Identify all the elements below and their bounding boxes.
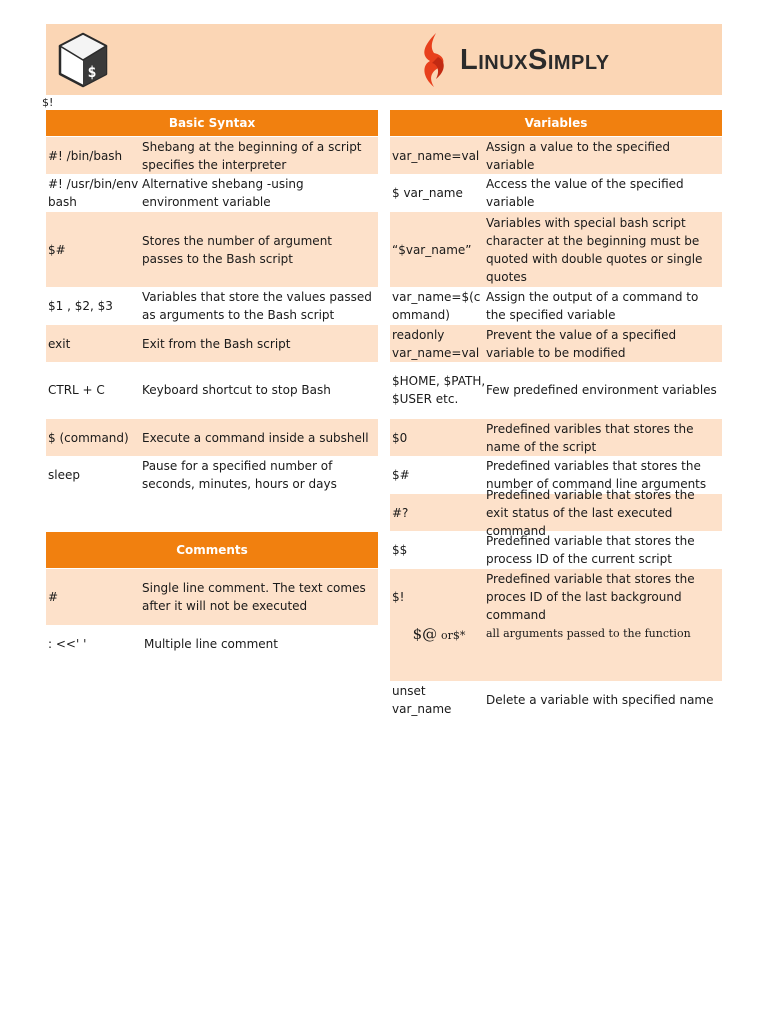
description-cell: Few predefined environment variables xyxy=(486,383,717,397)
description-cell: Multiple line comment xyxy=(144,636,278,651)
description-cell: Execute a command inside a subshell xyxy=(142,430,369,445)
description-cell: Variables with special bash script character at the beginning must be quoted with double quotes or single quotes xyxy=(486,215,703,284)
bash-terminal-icon xyxy=(56,32,110,88)
table-row xyxy=(46,569,378,625)
command-cell: $0 xyxy=(392,430,408,445)
command-cell: # xyxy=(48,590,59,604)
table-row xyxy=(390,362,722,418)
description-cell: Assign the output of a command to the specified variable xyxy=(486,289,699,322)
command-cell: $ var_name xyxy=(392,185,463,200)
table-row xyxy=(46,362,378,418)
command-main: $@ xyxy=(412,625,438,643)
description-cell: Access the value of the specified variable xyxy=(486,176,684,209)
command-cell: var_name=val xyxy=(392,148,480,163)
description-cell: Keyboard shortcut to stop Bash xyxy=(142,383,331,397)
table-row xyxy=(390,287,722,324)
description-cell: Exit from the Bash script xyxy=(142,336,291,351)
command-cell: #! /bin/bash xyxy=(48,148,123,163)
command-cell: sleep xyxy=(48,467,80,482)
brand-name: LinuxSimply xyxy=(460,44,610,76)
command-cell: “$var_name” xyxy=(392,242,472,257)
description-cell: Prevent the value of a specified variable to be modified xyxy=(486,327,677,360)
table-row xyxy=(46,287,378,324)
bash-logo-symbol: $ xyxy=(87,63,97,81)
table-row xyxy=(46,212,378,287)
command-cell: $# xyxy=(392,467,410,482)
command-suffix: or$* xyxy=(440,629,466,642)
command-cell: $! xyxy=(392,590,405,604)
table-row xyxy=(46,625,378,662)
header-banner xyxy=(46,24,722,95)
command-cell: $ (command) xyxy=(48,430,129,445)
command-cell: $HOME, $PATH, $USER etc. xyxy=(392,374,486,406)
command-cell: #? xyxy=(392,505,409,520)
table-row xyxy=(390,174,722,211)
description-cell: Predefined variable that stores the proces ID of the last background command xyxy=(486,572,695,622)
table-row xyxy=(390,487,722,538)
table-row xyxy=(390,325,722,362)
table-row xyxy=(390,625,722,681)
description-cell: Delete a variable with specified name xyxy=(486,692,714,707)
description-cell: Predefined variables that stores the number of command line arguments xyxy=(486,458,707,491)
table-row xyxy=(390,137,722,174)
table-row xyxy=(390,569,722,625)
description-cell: Predefined varibles that stores the name of the script xyxy=(486,421,694,454)
table-row xyxy=(390,212,722,287)
command-cell: : <<' ' xyxy=(48,636,87,651)
basic-syntax-header: Basic Syntax xyxy=(46,110,378,136)
description-cell: Shebang at the beginning of a script specifies the interpreter xyxy=(142,139,362,172)
linuxsimply-flame-icon xyxy=(416,31,452,89)
stray-text: $! xyxy=(42,96,54,109)
command-cell: unset var_name xyxy=(392,683,452,716)
table-row xyxy=(46,325,378,362)
command-cell xyxy=(390,625,486,645)
table-row xyxy=(390,419,722,456)
description-cell: Single line comment. The text comes after it will not be executed xyxy=(142,581,366,613)
description-cell: Assign a value to the specified variable xyxy=(486,139,670,172)
description-cell: Predefined variable that stores the process ID of the current script xyxy=(486,533,695,566)
command-cell: $1 , $2, $3 xyxy=(48,298,113,313)
command-cell: readonly var_name=val xyxy=(392,327,480,360)
description-cell: Variables that store the values passed as arguments to the Bash script xyxy=(142,289,372,322)
table-row xyxy=(46,137,378,174)
table-row xyxy=(46,419,378,456)
table-row xyxy=(46,174,378,211)
description-cell: Predefined variable that stores the exit status of the last executed command xyxy=(486,487,695,538)
command-cell: var_name=$(command) xyxy=(392,289,481,322)
table-row xyxy=(390,681,722,718)
comments-header: Comments xyxy=(46,532,378,568)
table-row xyxy=(390,531,722,568)
command-cell: $$ xyxy=(392,542,408,557)
description-cell: Pause for a specified number of seconds, minutes, hours or days xyxy=(142,458,337,491)
description-cell: all arguments passed to the function xyxy=(486,627,691,640)
table-row xyxy=(46,456,378,493)
command-cell: #! /usr/bin/env bash xyxy=(48,176,139,209)
command-cell: $# xyxy=(48,242,66,257)
command-cell: CTRL + C xyxy=(48,383,105,397)
description-cell: Alternative shebang -using environment variable xyxy=(142,176,304,209)
variables-header: Variables xyxy=(390,110,722,136)
description-cell: Stores the number of argument passes to the Bash script xyxy=(142,233,333,266)
command-cell: exit xyxy=(48,336,71,351)
